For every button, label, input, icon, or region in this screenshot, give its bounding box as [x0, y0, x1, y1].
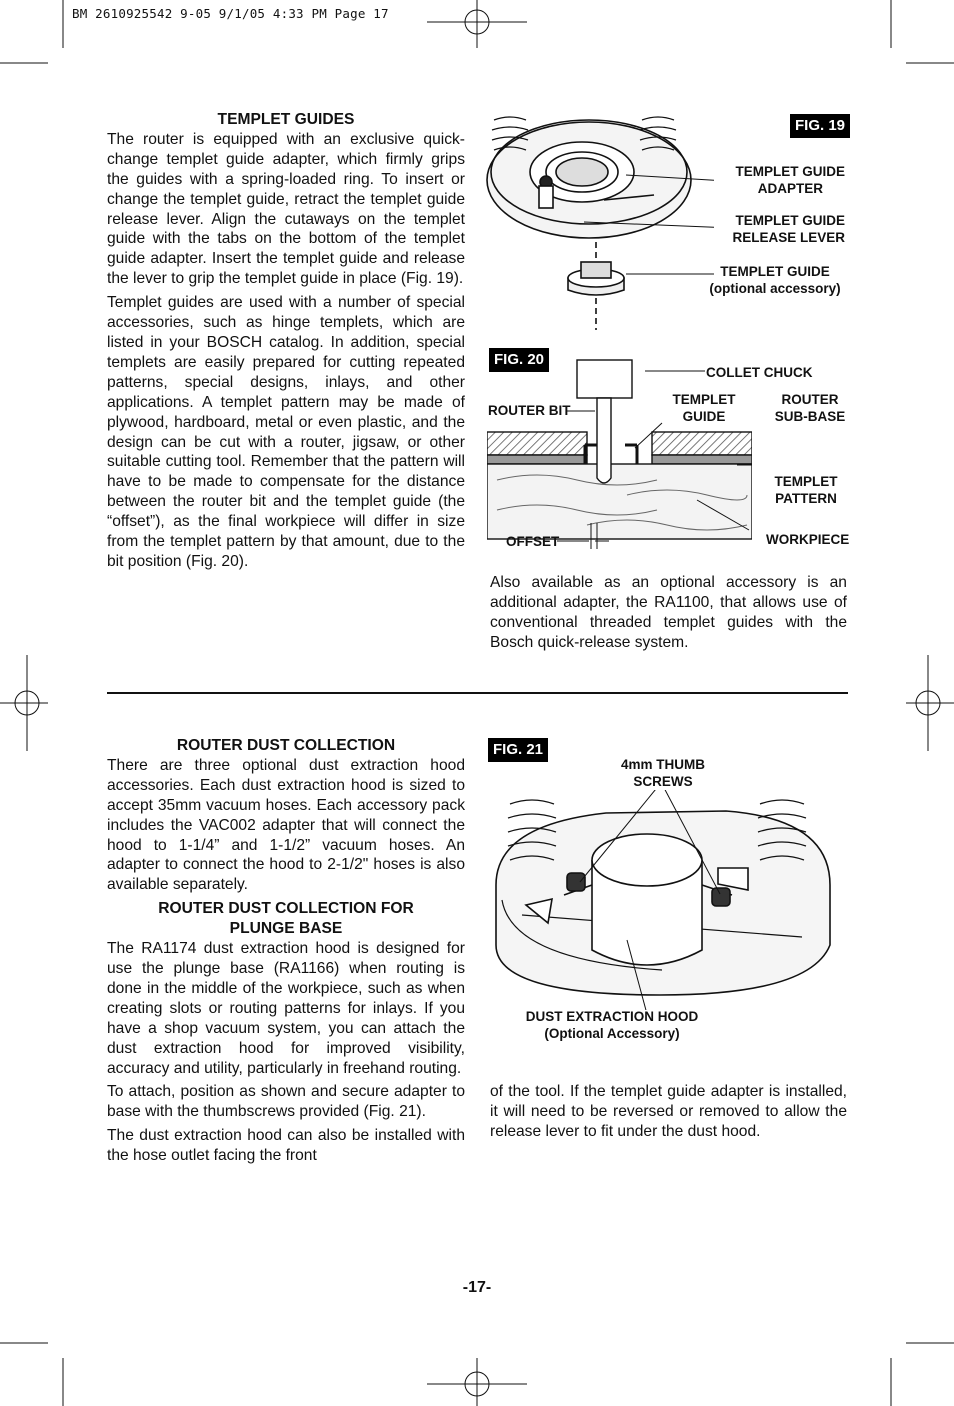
- label-line: ROUTER: [781, 392, 839, 407]
- fig-20-offset-label: OFFSET: [506, 534, 560, 549]
- page-number: -17-: [462, 1279, 492, 1296]
- fig-20-pattern-label: [770, 473, 842, 507]
- fig-20-tag: FIG. 20: [489, 348, 549, 372]
- templet-guides-paragraph-1: The router is equipped with an exclusive quick-change templet guide adapter, which firmly grips the guides with a spring-loaded ring. To insert or change the templet guide, retract the templet guide release lever. Align the cutaways on the templet guide with the tabs on the bottom of the templet guide adapter. Insert the templet guide and release the lever to grip the templet guide in place (Fig. 19).: [107, 130, 465, 288]
- fig-20-sub-base-label: [774, 391, 846, 425]
- fig-21-tag: FIG. 21: [488, 738, 548, 762]
- fig-20-collet-label: COLLET CHUCK: [706, 365, 813, 380]
- label-line: SUB-BASE: [774, 409, 846, 424]
- label-line: PATTERN: [775, 491, 837, 506]
- fig-19-router-base-illustration: [484, 110, 714, 330]
- label-line: TEMPLET GUIDE: [735, 213, 845, 228]
- fig-20-offset-illustration: [487, 355, 752, 550]
- heading-line: PLUNGE BASE: [229, 920, 343, 938]
- templet-guides-section: [107, 110, 465, 572]
- templet-guides-paragraph-3: Also available as an optional accessory is an additional adapter, the RA1100, that allows use of conventional threaded templet guides with the Bosch quick-release system.: [490, 574, 847, 651]
- templet-guides-heading: TEMPLET GUIDES: [217, 111, 355, 128]
- dust-collection-section: [107, 736, 465, 1166]
- fig-19-guide-label: [700, 263, 850, 297]
- ra1100-note: [490, 573, 847, 653]
- label-line: ADAPTER: [757, 181, 823, 196]
- label-line: TEMPLET GUIDE: [735, 164, 845, 179]
- fig-21-dust-hood-illustration: [492, 790, 837, 1010]
- fig-20-templet-guide-label: [668, 391, 740, 425]
- fig-21-screws-label: [600, 756, 726, 790]
- dust-collection-paragraph-3: To attach, position as shown and secure adapter to base with the thumbscrews provided (Fig. 21).: [107, 1083, 465, 1121]
- label-line: GUIDE: [682, 409, 726, 424]
- fig-21-hood-label: [512, 1008, 712, 1042]
- dust-collection-paragraph-5: of the tool. If the templet guide adapter is installed, it will need to be reversed or removed to allow the release lever to fit under the dust hood.: [490, 1083, 847, 1140]
- fig-19-adapter-label: [720, 163, 845, 197]
- dust-collection-heading: ROUTER DUST COLLECTION: [176, 737, 396, 754]
- print-slug: BM 2610925542 9-05 9/1/05 4:33 PM Page 17: [72, 6, 389, 21]
- dust-hood-continued: [490, 1082, 847, 1142]
- fig-19-release-lever-label: [710, 212, 845, 246]
- dust-collection-paragraph-4: The dust extraction hood can also be installed with the hose outlet facing the front: [107, 1127, 465, 1165]
- label-line: 4mm THUMB: [620, 757, 705, 772]
- label-line: RELEASE LEVER: [732, 230, 845, 245]
- label-line: TEMPLET: [774, 474, 838, 489]
- label-line: DUST EXTRACTION HOOD: [525, 1009, 699, 1024]
- heading-line: ROUTER DUST COLLECTION FOR: [158, 900, 414, 918]
- label-line: SCREWS: [633, 774, 693, 789]
- plunge-base-heading: [107, 899, 465, 939]
- fig-20-router-bit-label: ROUTER BIT: [488, 403, 571, 418]
- label-line: (optional accessory): [709, 281, 841, 296]
- fig-20-workpiece-label: WORKPIECE: [766, 532, 850, 547]
- label-line: (Optional Accessory): [544, 1026, 680, 1041]
- section-divider: [107, 692, 848, 694]
- dust-collection-paragraph-2: The RA1174 dust extraction hood is designed for use the plunge base (RA1166) when routing is done in the middle of the workpiece, such as when creating slots or routing patterns for inlays. If you have a shop vacuum system, you can attach the dust extraction hood for improved visibility, accuracy and utility, particularly in freehand routing.: [107, 940, 465, 1077]
- dust-collection-paragraph-1: There are three optional dust extraction hood accessories. Each dust extraction hood is sized to accept 35mm vacuum hoses. Each accessory pack includes the VAC002 adapter that will connect the hood to 1-1/4” and 1-1/2” vacuum hoses. An adapter to connect the hood to 2-1/2" hoses is also available separately.: [107, 756, 465, 894]
- label-line: TEMPLET: [672, 392, 736, 407]
- fig-19-tag: FIG. 19: [790, 114, 850, 138]
- templet-guides-paragraph-2: Templet guides are used with a number of special accessories, such as hinge templets, which are listed in your BOSCH catalog. In addition, special templets are easily prepared for cutting repeated patterns, special designs, inlays, and other applications. A templet pattern may be made of plywood, hardboard, metal or even plastic, and the design can be cut with a router, jigsaw, or other suitable cutting tool. Remember that the pattern will have to be made to compensate for the distance between the router bit and the templet guide (the “offset”), as the final workpiece will differ in size from the templet pattern by that amount, due to the bit position (Fig. 20).: [107, 294, 465, 570]
- label-line: TEMPLET GUIDE: [720, 264, 830, 279]
